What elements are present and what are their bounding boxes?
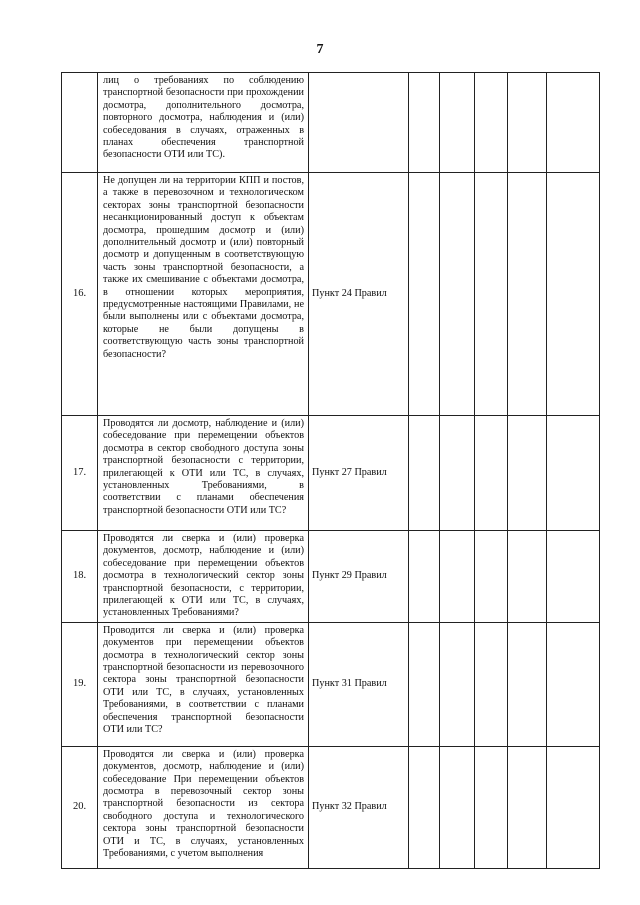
- answer-cell-extra: [508, 531, 547, 623]
- answer-cell-yes: [409, 416, 440, 531]
- notes-cell: [547, 173, 600, 416]
- answer-cell-yes: [409, 746, 440, 868]
- answer-cell-extra: [508, 73, 547, 173]
- row-number: 19.: [62, 622, 98, 746]
- answer-cell-na: [475, 746, 508, 868]
- reference-cell: Пункт 32 Правил: [309, 746, 409, 868]
- reference-cell: Пункт 31 Правил: [309, 622, 409, 746]
- table-row: [62, 73, 600, 173]
- table-row: [62, 622, 600, 746]
- question-text: Проводятся ли сверка и (или) проверка документов, досмотр, наблюдение и (или) собеседование При перемещении объектов досмотра в перевозочный сектор зоны транспортной безопасности из сектора свободного доступа и технологического сектора зоны транспортной безопасности ОТИ и ТС, в случаях, установленных Требованиями, с учетом выполнения: [103, 748, 304, 860]
- answer-cell-na: [475, 622, 508, 746]
- reference-cell: [309, 73, 409, 173]
- notes-cell: [547, 416, 600, 531]
- answer-cell-yes: [409, 73, 440, 173]
- row-number: 18.: [62, 531, 98, 623]
- notes-cell: [547, 622, 600, 746]
- answer-cell-na: [475, 173, 508, 416]
- answer-cell-no: [440, 746, 475, 868]
- table-row: [62, 746, 600, 868]
- row-number: [62, 73, 98, 173]
- question-text: Проводятся ли сверка и (или) проверка документов, досмотр, наблюдение и (или) собеседование при перемещении объектов досмотра в технологический сектор зоны транспортной безопасности, с территории, прилегающей к ОТИ или ТС, в случаях, установленных Требованиями?: [103, 533, 304, 619]
- row-number: 20.: [62, 746, 98, 868]
- answer-cell-yes: [409, 531, 440, 623]
- question-text: Не допущен ли на территории КПП и постов, а также в перевозочном и технологическом секторах зоны транспортной безопасности несанкционированный доступ к объектам досмотра, прошедшим досмотр и (или) дополнительный досмотр и (или) повторный досмотр и допущенным в соответствующую часть зоны транспортной безопасности, а также их смешивание с объектами досмотра, в отношении которых мероприятия, предусмотренные настоящими Правилами, не были выполнены или с объектами досмотра, которые не были допущены в соответствующую часть зоны транспортной безопасности?: [103, 175, 304, 360]
- answer-cell-extra: [508, 622, 547, 746]
- answer-cell-no: [440, 73, 475, 173]
- answer-cell-yes: [409, 173, 440, 416]
- row-number: 17.: [62, 416, 98, 531]
- answer-cell-na: [475, 416, 508, 531]
- question-cell: [98, 746, 309, 868]
- table-row: [62, 416, 600, 531]
- question-text: Проводится ли сверка и (или) проверка документов при перемещении объектов досмотра в технологический сектор зоны транспортной безопасности из перевозочного сектора зоны транспортной безопасности ОТИ или ТС, в случаях, установленных Требованиями, в соответствии с планами обеспечения транспортной безопасности ОТИ или ТС?: [103, 624, 304, 736]
- question-cell: [98, 531, 309, 623]
- question-text: лиц о требованиях по соблюдению транспортной безопасности при прохождении досмотра, дополнительного досмотра, повторного досмотра, наблюдения и (или) собеседования в случаях, отраженных в планах обеспечения транспортной безопасности ОТИ или ТС).: [103, 75, 304, 161]
- table-row: [62, 531, 600, 623]
- question-cell: [98, 73, 309, 173]
- notes-cell: [547, 531, 600, 623]
- question-cell: [98, 416, 309, 531]
- answer-cell-na: [475, 531, 508, 623]
- question-text: Проводятся ли досмотр, наблюдение и (или) собеседование при перемещении объектов досмотра в сектор свободного доступа зоны транспортной безопасности с территории, прилегающей к ОТИ или ТС, в случаях, установленных Требованиями, в соответствии с планами обеспечения транспортной безопасности ОТИ или ТС?: [103, 418, 304, 516]
- reference-cell: Пункт 29 Правил: [309, 531, 409, 623]
- answer-cell-extra: [508, 416, 547, 531]
- checklist-table: [61, 72, 600, 869]
- reference-cell: Пункт 27 Правил: [309, 416, 409, 531]
- answer-cell-no: [440, 173, 475, 416]
- page-number: 7: [316, 42, 324, 57]
- answer-cell-yes: [409, 622, 440, 746]
- reference-cell: Пункт 24 Правил: [309, 173, 409, 416]
- row-number: 16.: [62, 173, 98, 416]
- question-cell: [98, 173, 309, 416]
- answer-cell-no: [440, 416, 475, 531]
- notes-cell: [547, 746, 600, 868]
- answer-cell-extra: [508, 173, 547, 416]
- answer-cell-no: [440, 622, 475, 746]
- answer-cell-extra: [508, 746, 547, 868]
- question-cell: [98, 622, 309, 746]
- table-row: [62, 173, 600, 416]
- answer-cell-no: [440, 531, 475, 623]
- notes-cell: [547, 73, 600, 173]
- answer-cell-na: [475, 73, 508, 173]
